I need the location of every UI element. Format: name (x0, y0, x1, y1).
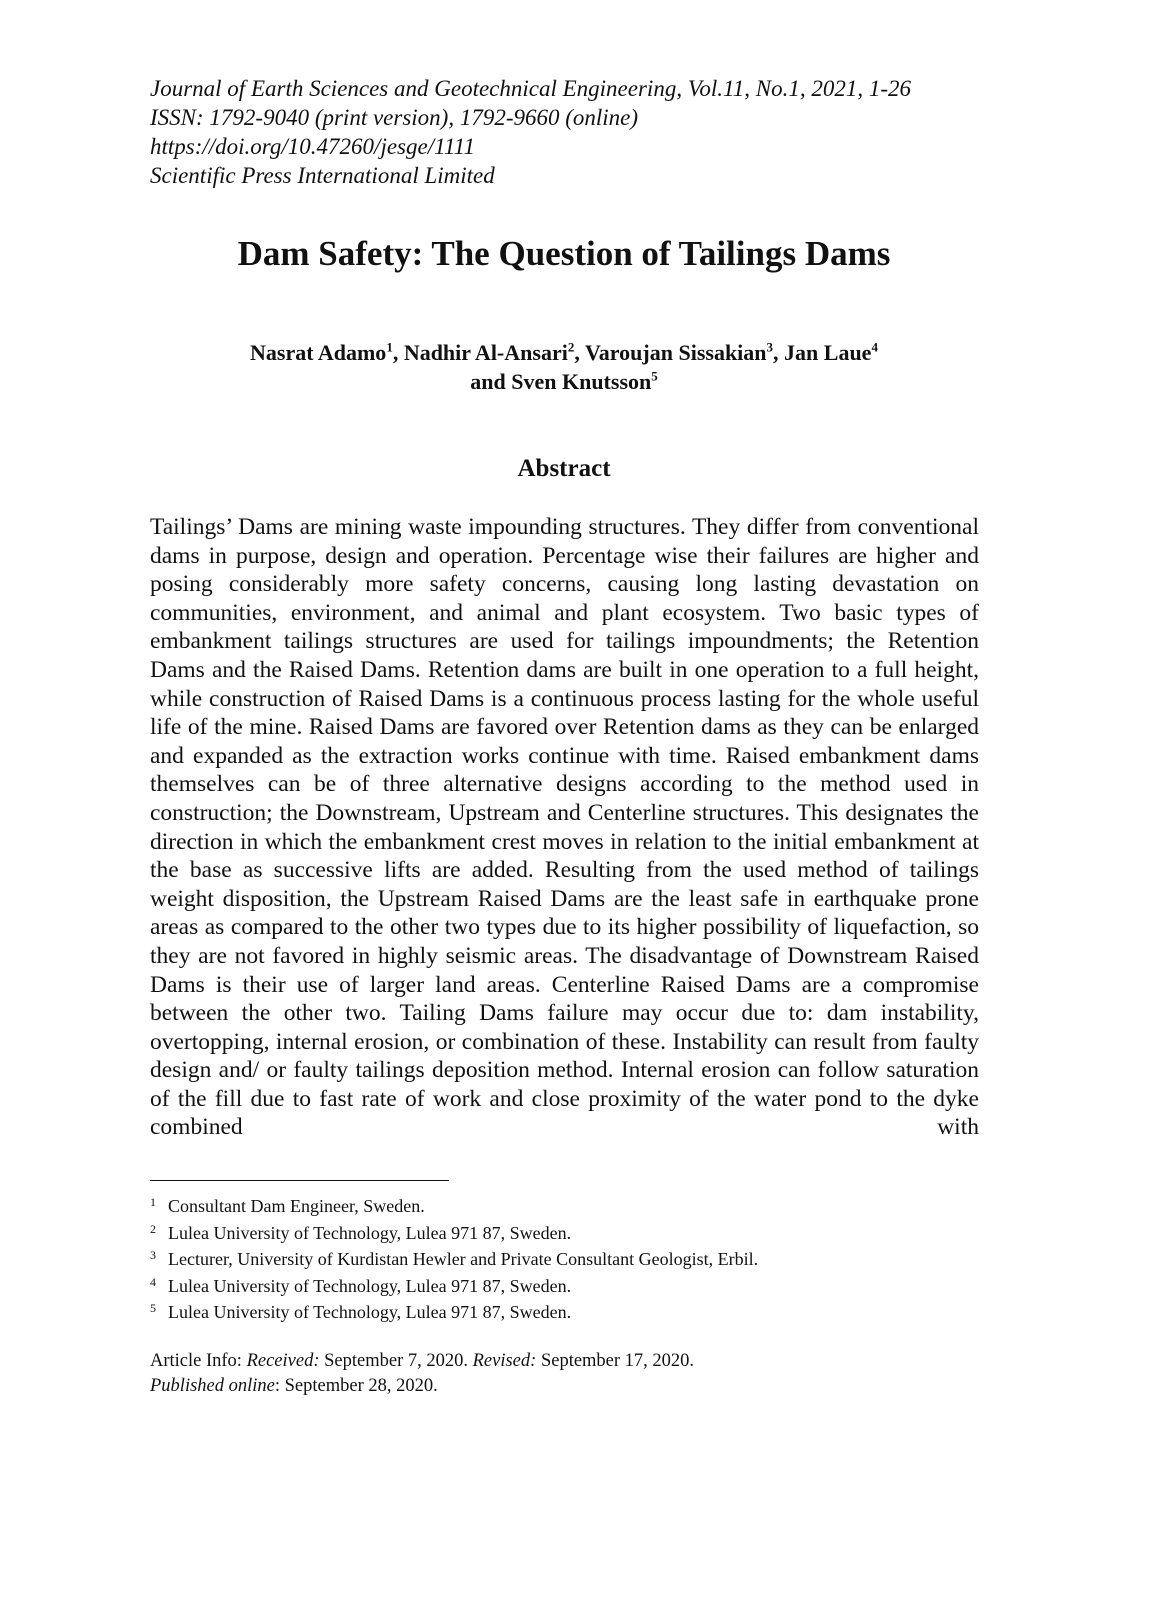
footnote: 2 Lulea University of Technology, Lulea 971 87, Sweden. (150, 1221, 572, 1243)
author-conjunction: and (470, 369, 512, 394)
author-name: Sven Knutsson (511, 369, 652, 394)
author-name: Nasrat Adamo (250, 340, 387, 365)
author-affiliation-mark: 3 (766, 339, 774, 355)
footnote: 5 Lulea University of Technology, Lulea 971 87, Sweden. (150, 1301, 572, 1322)
author-affiliation-mark: 4 (871, 339, 878, 355)
author-list (0, 338, 1128, 396)
author-line-2 (0, 367, 1128, 396)
journal-header (150, 74, 1010, 190)
author-name: Nadhir Al-Ansari (403, 340, 568, 365)
author-separator: , (392, 340, 404, 365)
published-label: Published online (150, 1376, 275, 1396)
received-label: Received: (246, 1351, 320, 1371)
revised-label: Revised: (472, 1351, 537, 1371)
paper-title: Dam Safety: The Question of Tailings Dams (237, 234, 891, 273)
publisher-line: Scientific Press International Limited (150, 163, 495, 188)
author-separator: , (773, 340, 785, 365)
journal-citation: Journal of Earth Sciences and Geotechnical Engineering, Vol.11, No.1, 2021, 1-26 (150, 76, 911, 101)
abstract-text: Tailings’ Dams are mining waste impounding structures. They differ from conventional dams in purpose, design and operation. Percentage wise their failures are higher and posing considerably more safety concerns, causing long lasting devastation on communities, environment, and animal and plant ecosystem. Two basic types of embankment tailings structures are used for tailings impoundments; the Retention Dams and the Raised Dams. Retention dams are built in one operation to a full height, while construction of Raised Dams is a continuous process lasting for the whole useful life of the mine. Raised Dams are favored over Retention dams as they can be enlarged and expanded as the extraction works continue with time. Raised embankment dams themselves can be of three alternative designs according to the method used in construction; the Downstream, Upstream and Centerline structures. This designates the direction in which the embankment crest moves in relation to the initial embankment at the base as successive lifts are added. Resulting from the used method of tailings weight disposition, the Upstream Raised Dams are the least safe in earthquake prone areas as compared to the other two types due to its higher possibility of liquefaction, so they are not favored in highly seismic areas. The disadvantage of Downstream Raised Dams is their use of larger land areas. Centerline Raised Dams are a compromise between the other two. Tailing Dams failure may occur due to: dam instability, overtopping, internal erosion, or combination of these. Instability can result from faulty design and/ or faulty tailings deposition method. Internal erosion can follow saturation of the fill due to fast rate of work and close proximity of the water pond to the dyke combined with (150, 514, 979, 1141)
article-info-published (150, 1374, 990, 1399)
article-info (150, 1349, 990, 1399)
footnote-text: Lulea University of Technology, Lulea 971 87, Sweden. (168, 1302, 572, 1322)
issn-line: ISSN: 1792-9040 (print version), 1792-9660 (online) (150, 105, 639, 130)
footnote-text: Lulea University of Technology, Lulea 971 87, Sweden. (168, 1275, 572, 1296)
footnote-divider (150, 1180, 449, 1181)
author-affiliation-mark: 2 (567, 339, 575, 355)
author-separator: , (574, 340, 585, 365)
author-affiliation-mark: 1 (386, 339, 393, 355)
author-affiliation-mark: 5 (651, 368, 658, 384)
footnote: 3 Lecturer, University of Kurdistan Hewler and Private Consultant Geologist, Erbil. (150, 1248, 759, 1269)
author-name: Jan Laue (784, 340, 872, 365)
article-info-dates (150, 1349, 990, 1374)
footnote-text: Consultant Dam Engineer, Sweden. (168, 1196, 425, 1216)
received-date: September 7, 2020. (319, 1351, 473, 1371)
footnote: 4 Lulea University of Technology, Lulea 971 87, Sweden. (150, 1274, 572, 1296)
footnote-text: Lulea University of Technology, Lulea 971 87, Sweden. (168, 1222, 572, 1243)
footnote-list (150, 1193, 990, 1326)
footnote-text: Lecturer, University of Kurdistan Hewler and Private Consultant Geologist, Erbil. (168, 1249, 759, 1269)
author-line-1 (0, 338, 1128, 367)
abstract-heading: Abstract (517, 455, 611, 482)
published-date: : September 28, 2020. (274, 1376, 438, 1396)
article-info-prefix: Article Info: (150, 1351, 247, 1371)
revised-date: September 17, 2020. (536, 1351, 695, 1371)
author-name: Varoujan Sissakian (584, 340, 767, 365)
doi-link[interactable]: https://doi.org/10.47260/jesge/1111 (150, 134, 475, 159)
footnote: 1 Consultant Dam Engineer, Sweden. (150, 1195, 425, 1216)
